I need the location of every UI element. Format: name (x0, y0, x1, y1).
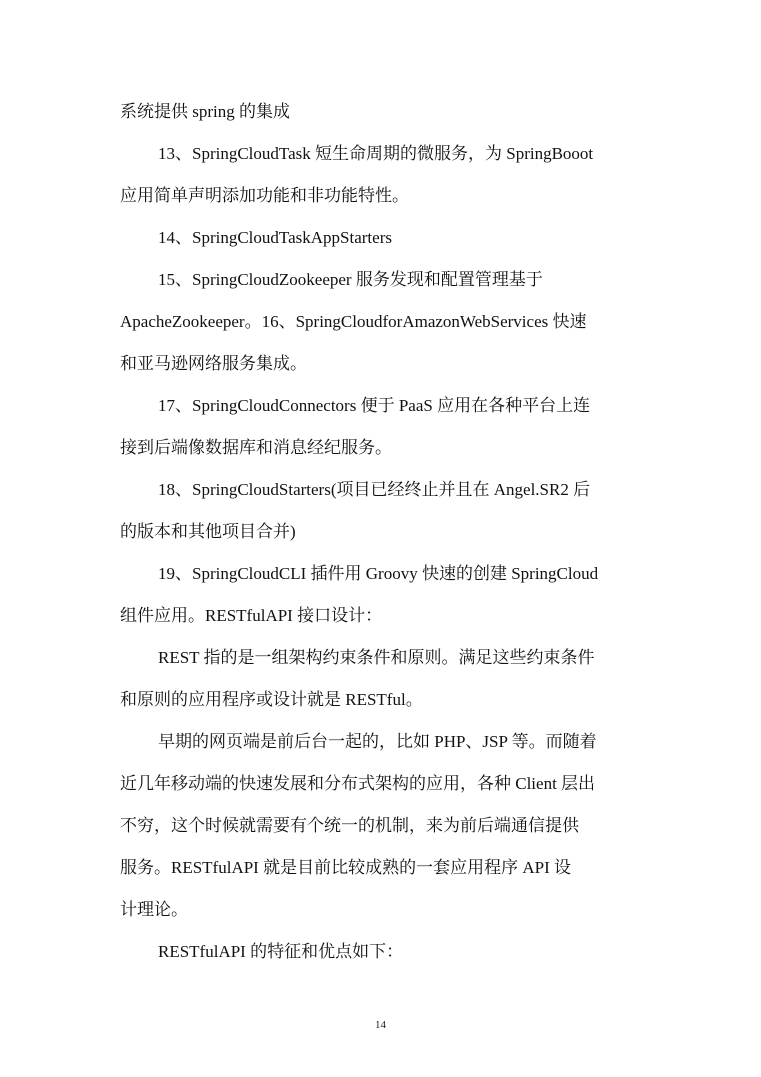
text-line: 和原则的应用程序或设计就是 RESTful。 (120, 690, 423, 709)
text-line: 19、SpringCloudCLI 插件用 Groovy 快速的创建 SpringCloud (158, 564, 599, 583)
text-line: 18、SpringCloudStarters(项目已经终止并且在 Angel.SR2 后 (158, 480, 591, 499)
page-number: 14 (375, 1019, 386, 1031)
text-line: 和亚马逊网络服务集成。 (120, 354, 307, 373)
text-line: RESTfulAPI 的特征和优点如下： (158, 942, 404, 961)
text-line: 近几年移动端的快速发展和分布式架构的应用，各种 Client 层出 (120, 774, 596, 793)
text-line: 14、SpringCloudTaskAppStarters (158, 228, 392, 247)
text-line: 不穷，这个时候就需要有个统一的机制，来为前后端通信提供 (120, 816, 579, 835)
text-line: 的版本和其他项目合并) (120, 522, 296, 541)
text-line: 计理论。 (120, 900, 188, 919)
text-line: ApacheZookeeper。16、SpringCloudforAmazonWebServices 快速 (120, 312, 587, 331)
text-line: 15、SpringCloudZookeeper 服务发现和配置管理基于 (158, 270, 543, 289)
text-line: 应用简单声明添加功能和非功能特性。 (120, 186, 409, 205)
text-line: 接到后端像数据库和消息经纪服务。 (120, 438, 392, 457)
text-line: 系统提供 spring 的集成 (120, 102, 290, 121)
text-line: 组件应用。RESTfulAPI 接口设计： (120, 606, 383, 625)
document-body (120, 96, 640, 978)
text-line: 服务。RESTfulAPI 就是目前比较成熟的一套应用程序 API 设 (120, 858, 571, 877)
text-line: 早期的网页端是前后台一起的，比如 PHP、JSP 等。而随着 (158, 732, 597, 751)
text-line: REST 指的是一组架构约束条件和原则。满足这些约束条件 (158, 648, 595, 667)
text-line: 17、SpringCloudConnectors 便于 PaaS 应用在各种平台上连 (158, 396, 591, 415)
text-line: 13、SpringCloudTask 短生命周期的微服务，为 SpringBooot (158, 144, 594, 163)
